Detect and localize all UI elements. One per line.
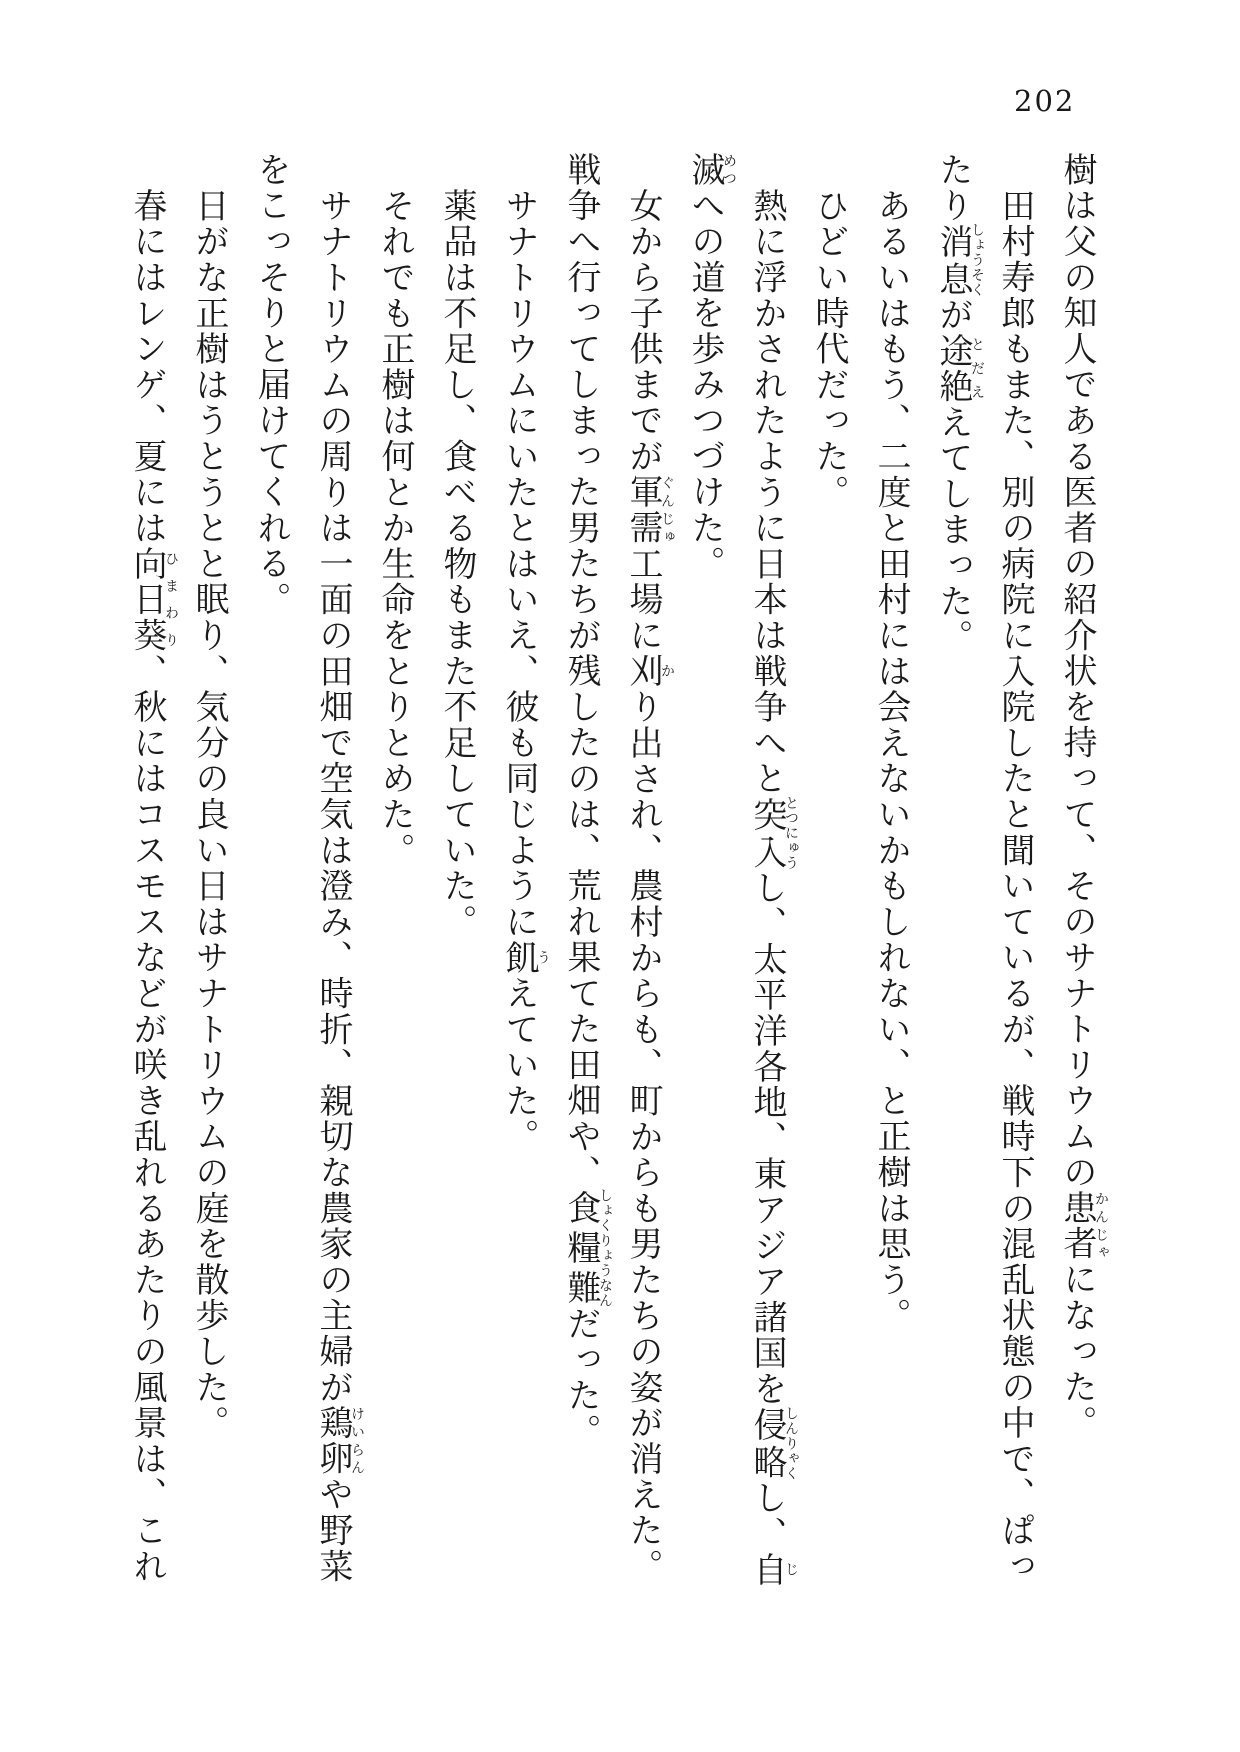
- text-run: 工場に: [623, 546, 663, 654]
- text-run: をこっそりと届けてくれる。: [251, 152, 291, 618]
- furigana: かんじゃ: [1093, 1190, 1109, 1262]
- furigana: けいらん: [349, 1405, 365, 1477]
- text-run: サナトリウムの周りは一面の田畑で空気は澄み、時折、親切な農家の主婦が: [313, 188, 353, 1406]
- furigana: しょうそく: [969, 222, 985, 298]
- ruby-annotated-word: 侵略しんりゃく: [747, 1406, 799, 1482]
- page-number: 202: [1014, 84, 1076, 118]
- text-run: が: [933, 296, 973, 333]
- furigana: ひまわり: [163, 546, 179, 654]
- ruby-annotated-word: 患者かんじゃ: [1057, 1190, 1109, 1262]
- furigana: しんりゃく: [783, 1406, 799, 1482]
- text-run: それでも正樹は何とか生命をとりとめた。: [375, 188, 415, 869]
- text-column: [550, 152, 612, 1592]
- ruby-annotated-word: 鶏卵けいらん: [313, 1405, 365, 1477]
- text-column: [488, 152, 550, 1592]
- text-column: [302, 152, 364, 1592]
- vertical-text-block: [116, 152, 1108, 1592]
- ruby-annotated-word: 飢う: [499, 939, 551, 976]
- furigana: か: [659, 653, 675, 690]
- ruby-annotated-word: 向日葵ひまわり: [127, 546, 179, 654]
- ruby-annotated-word: 消息しょうそく: [933, 222, 985, 298]
- text-column: [612, 152, 674, 1592]
- text-column: [426, 152, 488, 1592]
- text-column: [240, 152, 302, 1592]
- text-run: 日がな正樹はうとうとと眠り、気分の良い日はサナトリウムの庭を散歩した。: [189, 188, 229, 1441]
- furigana: しょくりょうなん: [597, 1188, 613, 1309]
- text-run: 、秋にはコスモスなどが咲き乱れるあたりの風景は、これ: [127, 653, 167, 1585]
- ruby-annotated-word: 突入とつにゅう: [747, 795, 799, 871]
- text-run: 薬品は不足し、食べる物もまた不足していた。: [437, 188, 477, 940]
- furigana: ぐんじゅ: [659, 474, 675, 546]
- text-run: になった。: [1057, 1261, 1097, 1441]
- text-column: [364, 152, 426, 1592]
- ruby-annotated-word: 途絶とだえ: [933, 332, 985, 405]
- text-run: ひどい時代だった。: [809, 188, 849, 511]
- text-run: 樹は父の知人である医者の紹介状を持って、そのサナトリウムの: [1057, 152, 1097, 1191]
- furigana: とだえ: [969, 332, 985, 405]
- text-run: 田村寿郎もまた、別の病院に入院したと聞いているが、戦時下の混乱状態の中で、ぱっ: [995, 188, 1035, 1585]
- furigana: とつにゅう: [783, 795, 799, 871]
- text-run: えてしまった。: [933, 404, 973, 655]
- furigana: めつ: [721, 152, 737, 188]
- text-run: への道を歩みつづけた。: [685, 187, 725, 582]
- text-run: 女から子供までが: [623, 188, 663, 475]
- ruby-annotated-word: 食糧難しょくりょうなん: [561, 1188, 613, 1309]
- text-column: [1046, 152, 1108, 1592]
- text-run: たり: [933, 152, 973, 224]
- text-column: [116, 152, 178, 1592]
- text-column: [674, 152, 736, 1592]
- text-run: 戦争へ行ってしまった男たちが残したのは、荒れ果てた田畑や、: [561, 152, 601, 1191]
- text-run: 春にはレンゲ、夏には: [127, 188, 167, 546]
- text-run: えていた。: [499, 975, 539, 1155]
- ruby-annotated-word: 滅めつ: [685, 152, 737, 188]
- ruby-annotated-word: 自じ: [747, 1551, 799, 1588]
- furigana: う: [535, 939, 551, 976]
- text-column: [798, 152, 860, 1592]
- text-run: サナトリウムにいたとはいえ、彼も同じように: [499, 188, 539, 940]
- text-column: [736, 152, 798, 1592]
- text-run: あるいはもう、二度と田村には会えないかもしれない、と正樹は思う。: [871, 188, 911, 1334]
- text-column: [922, 152, 984, 1592]
- text-run: し、: [747, 1480, 787, 1552]
- furigana: じ: [783, 1551, 799, 1588]
- text-column: [984, 152, 1046, 1592]
- ruby-annotated-word: 刈か: [623, 653, 675, 690]
- text-column: [860, 152, 922, 1592]
- text-run: だった。: [561, 1306, 601, 1450]
- text-run: 熱に浮かされたように日本は戦争へと: [747, 188, 787, 797]
- ruby-annotated-word: 軍需ぐんじゅ: [623, 474, 675, 547]
- text-run: し、太平洋各地、東アジア諸国を: [747, 869, 787, 1407]
- text-column: [178, 152, 240, 1592]
- text-run: り出され、農村からも、町からも男たちの姿が消えた。: [623, 689, 663, 1585]
- text-run: や野菜: [313, 1476, 353, 1585]
